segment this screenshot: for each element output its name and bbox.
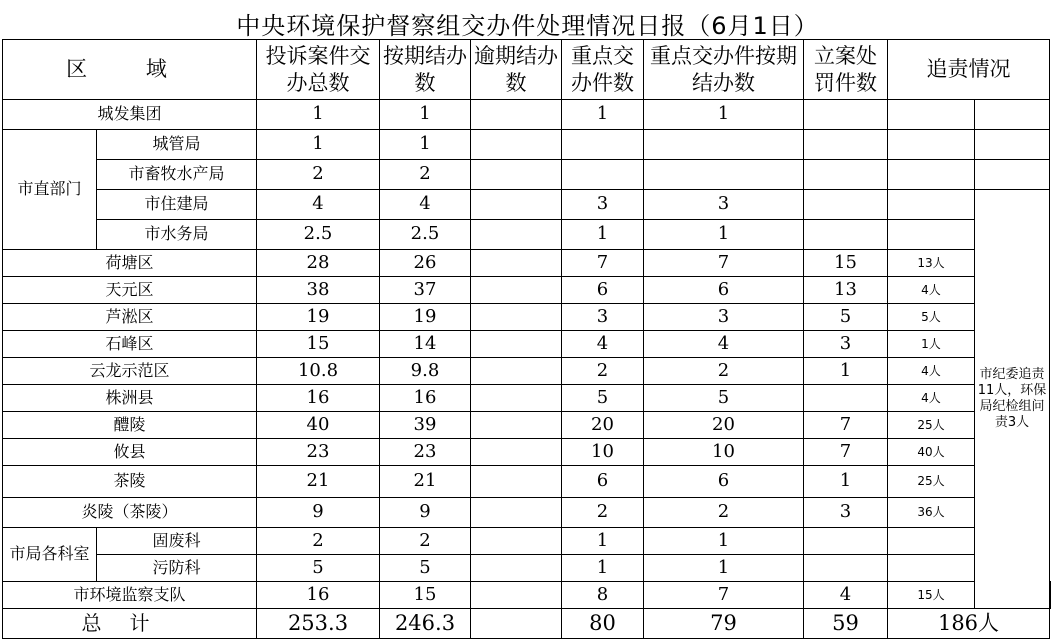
cell-blank — [975, 100, 1050, 130]
row-name: 污防科 — [97, 555, 257, 582]
cell-key: 8 — [562, 582, 644, 609]
cell-ontime: 9 — [380, 498, 471, 528]
cell-penalty — [804, 220, 888, 250]
table-row — [3, 130, 1051, 160]
cell-overdue — [471, 250, 562, 277]
cell-total: 21 — [257, 466, 380, 498]
cell-penalty: 7 — [804, 439, 888, 466]
cell-overdue — [471, 277, 562, 304]
cell-people — [888, 528, 975, 555]
cell-ontime: 21 — [380, 466, 471, 498]
cell-people: 13人 — [888, 250, 975, 277]
row-name: 石峰区 — [3, 331, 257, 358]
cell-ontime: 39 — [380, 412, 471, 439]
cell-total: 1 — [257, 130, 380, 160]
cell-ontime: 2 — [380, 160, 471, 190]
cell-penalty — [804, 100, 888, 130]
cell-blank — [1050, 582, 1051, 609]
cell-penalty: 1 — [804, 358, 888, 385]
cell-people — [888, 220, 975, 250]
cell-total: 10.8 — [257, 358, 380, 385]
cell-overdue — [471, 130, 562, 160]
cell-penalty: 3 — [804, 331, 888, 358]
total-overdue — [471, 609, 562, 639]
cell-key-ontime — [644, 130, 804, 160]
cell-key: 3 — [562, 190, 644, 220]
cell-key: 5 — [562, 385, 644, 412]
cell-key-ontime: 1 — [644, 100, 804, 130]
cell-total: 15 — [257, 331, 380, 358]
table-row — [3, 190, 1051, 220]
cell-penalty: 15 — [804, 250, 888, 277]
header-ontime: 按期结办数 — [380, 40, 471, 100]
cell-total: 23 — [257, 439, 380, 466]
cell-ontime: 37 — [380, 277, 471, 304]
group-city-dept: 市直部门 — [3, 130, 97, 250]
cell-overdue — [471, 528, 562, 555]
cell-people: 15人 — [888, 582, 975, 609]
cell-people: 25人 — [888, 412, 975, 439]
cell-key: 1 — [562, 100, 644, 130]
cell-ontime: 26 — [380, 250, 471, 277]
cell-key-ontime — [644, 160, 804, 190]
cell-key: 1 — [562, 220, 644, 250]
group-bureau: 市局各科室 — [3, 528, 97, 582]
cell-key: 20 — [562, 412, 644, 439]
cell-penalty: 5 — [804, 304, 888, 331]
table-row — [3, 412, 1051, 439]
cell-people — [888, 555, 975, 582]
cell-people: 4人 — [888, 358, 975, 385]
cell-penalty — [804, 555, 888, 582]
cell-key: 1 — [562, 555, 644, 582]
cell-key: 2 — [562, 498, 644, 528]
cell-penalty — [804, 130, 888, 160]
row-name: 固废科 — [97, 528, 257, 555]
table-row — [3, 385, 1051, 412]
cell-total: 38 — [257, 277, 380, 304]
cell-people: 5人 — [888, 304, 975, 331]
cell-key-ontime: 10 — [644, 439, 804, 466]
cell-total: 19 — [257, 304, 380, 331]
table-row — [3, 100, 1051, 130]
cell-overdue — [471, 498, 562, 528]
total-label: 总计 — [3, 609, 257, 639]
report-table — [2, 39, 1051, 639]
cell-overdue — [471, 439, 562, 466]
cell-people — [888, 190, 975, 220]
total-key-ontime: 79 — [644, 609, 804, 639]
cell-total: 2 — [257, 160, 380, 190]
cell-people: 36人 — [888, 498, 975, 528]
row-name: 茶陵 — [3, 466, 257, 498]
cell-penalty — [804, 528, 888, 555]
cell-overdue — [471, 331, 562, 358]
cell-total: 2.5 — [257, 220, 380, 250]
total-key: 80 — [562, 609, 644, 639]
cell-overdue — [471, 100, 562, 130]
cell-ontime: 16 — [380, 385, 471, 412]
table-row — [3, 277, 1051, 304]
cell-key: 7 — [562, 250, 644, 277]
table-row — [3, 331, 1051, 358]
cell-ontime: 1 — [380, 130, 471, 160]
cell-people: 1人 — [888, 331, 975, 358]
row-name: 天元区 — [3, 277, 257, 304]
cell-ontime: 2 — [380, 528, 471, 555]
header-region: 区 域 — [3, 40, 257, 100]
cell-people: 4人 — [888, 277, 975, 304]
cell-ontime: 5 — [380, 555, 471, 582]
cell-key-ontime: 5 — [644, 385, 804, 412]
cell-people — [888, 160, 975, 190]
cell-overdue — [471, 582, 562, 609]
cell-total: 40 — [257, 412, 380, 439]
table-row — [3, 498, 1051, 528]
row-name: 炎陵（茶陵） — [3, 498, 257, 528]
table-row — [3, 304, 1051, 331]
cell-overdue — [471, 220, 562, 250]
cell-key-ontime: 2 — [644, 358, 804, 385]
cell-total: 16 — [257, 582, 380, 609]
cell-key-ontime: 20 — [644, 412, 804, 439]
table-row — [3, 582, 1051, 609]
cell-penalty — [804, 160, 888, 190]
cell-penalty — [804, 190, 888, 220]
cell-people: 40人 — [888, 439, 975, 466]
total-penalty: 59 — [804, 609, 888, 639]
cell-key-ontime: 6 — [644, 466, 804, 498]
cell-ontime: 14 — [380, 331, 471, 358]
cell-key: 3 — [562, 304, 644, 331]
cell-people: 4人 — [888, 385, 975, 412]
cell-penalty — [804, 385, 888, 412]
cell-total: 4 — [257, 190, 380, 220]
cell-key-ontime: 6 — [644, 277, 804, 304]
cell-ontime: 19 — [380, 304, 471, 331]
header-total: 投诉案件交办总数 — [257, 40, 380, 100]
cell-ontime: 9.8 — [380, 358, 471, 385]
table-row — [3, 466, 1051, 498]
total-people: 186人 — [888, 609, 1050, 639]
cell-key: 2 — [562, 358, 644, 385]
cell-key-ontime: 7 — [644, 250, 804, 277]
table-row — [3, 555, 1051, 582]
cell-overdue — [471, 160, 562, 190]
row-name: 芦淞区 — [3, 304, 257, 331]
table-row — [3, 250, 1051, 277]
cell-total: 16 — [257, 385, 380, 412]
cell-ontime: 1 — [380, 100, 471, 130]
cell-overdue — [471, 358, 562, 385]
cell-key-ontime: 2 — [644, 498, 804, 528]
cell-ontime: 2.5 — [380, 220, 471, 250]
cell-total: 1 — [257, 100, 380, 130]
cell-overdue — [471, 412, 562, 439]
header-key: 重点交办件数 — [562, 40, 644, 100]
cell-overdue — [471, 555, 562, 582]
cell-key-ontime: 1 — [644, 220, 804, 250]
cell-overdue — [471, 304, 562, 331]
cell-blank — [975, 160, 1050, 190]
row-name: 荷塘区 — [3, 250, 257, 277]
header-penalty: 立案处罚件数 — [804, 40, 888, 100]
header-row — [3, 40, 1051, 100]
table-row — [3, 220, 1051, 250]
row-name: 市环境监察支队 — [3, 582, 257, 609]
cell-ontime: 23 — [380, 439, 471, 466]
row-name: 市畜牧水产局 — [97, 160, 257, 190]
cell-overdue — [471, 385, 562, 412]
cell-ontime: 4 — [380, 190, 471, 220]
total-ontime: 246.3 — [380, 609, 471, 639]
cell-key — [562, 130, 644, 160]
cell-key-ontime: 1 — [644, 555, 804, 582]
header-accountability: 追责情况 — [888, 40, 1050, 100]
cell-key-ontime: 7 — [644, 582, 804, 609]
cell-key-ontime: 3 — [644, 190, 804, 220]
row-name: 攸县 — [3, 439, 257, 466]
row-name: 市住建局 — [97, 190, 257, 220]
row-name: 城管局 — [97, 130, 257, 160]
row-name: 株洲县 — [3, 385, 257, 412]
cell-penalty: 13 — [804, 277, 888, 304]
cell-ontime: 15 — [380, 582, 471, 609]
cell-total: 28 — [257, 250, 380, 277]
cell-blank — [975, 130, 1050, 160]
report-title: 中央环境保护督察组交办件处理情况日报（6月1日） — [236, 12, 819, 40]
cell-people — [888, 100, 975, 130]
table-row — [3, 439, 1051, 466]
row-name: 云龙示范区 — [3, 358, 257, 385]
total-total: 253.3 — [257, 609, 380, 639]
table-row — [3, 358, 1051, 385]
cell-key: 6 — [562, 277, 644, 304]
accountability-note: 市纪委追责11人，环保局纪检组问责3人 — [975, 190, 1050, 609]
table-row — [3, 528, 1051, 555]
cell-key: 10 — [562, 439, 644, 466]
cell-penalty: 1 — [804, 466, 888, 498]
row-name: 城发集团 — [3, 100, 257, 130]
table-row — [3, 160, 1051, 190]
cell-penalty: 4 — [804, 582, 888, 609]
cell-key-ontime: 4 — [644, 331, 804, 358]
cell-penalty: 7 — [804, 412, 888, 439]
header-overdue: 逾期结办数 — [471, 40, 562, 100]
cell-key: 4 — [562, 331, 644, 358]
row-name: 醴陵 — [3, 412, 257, 439]
cell-total: 9 — [257, 498, 380, 528]
cell-people: 25人 — [888, 466, 975, 498]
cell-penalty: 3 — [804, 498, 888, 528]
cell-people — [888, 130, 975, 160]
total-row — [3, 609, 1051, 639]
cell-total: 2 — [257, 528, 380, 555]
cell-key — [562, 160, 644, 190]
header-key-ontime: 重点交办件按期结办数 — [644, 40, 804, 100]
cell-overdue — [471, 466, 562, 498]
cell-overdue — [471, 190, 562, 220]
cell-key: 1 — [562, 528, 644, 555]
cell-key: 6 — [562, 466, 644, 498]
cell-total: 5 — [257, 555, 380, 582]
cell-key-ontime: 3 — [644, 304, 804, 331]
cell-key-ontime: 1 — [644, 528, 804, 555]
row-name: 市水务局 — [97, 220, 257, 250]
